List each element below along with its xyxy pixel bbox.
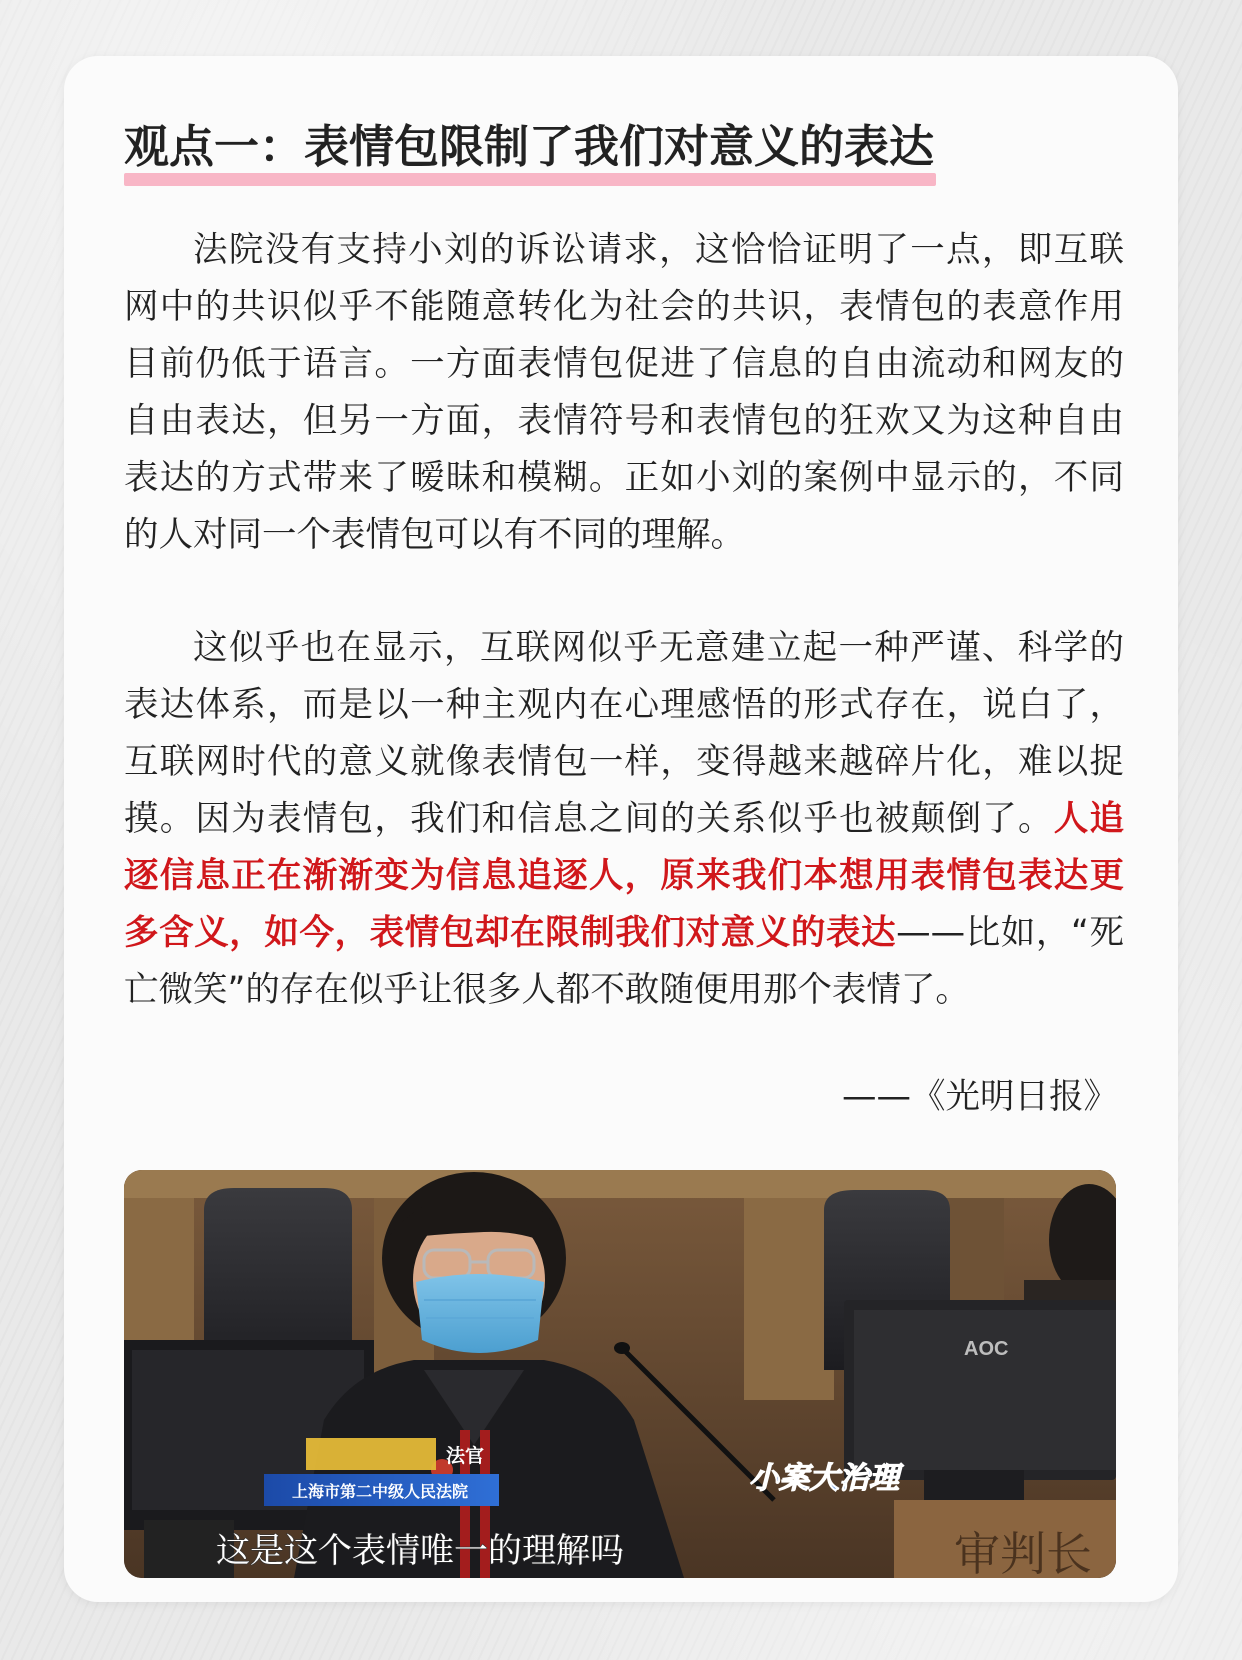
wood-pillar-right — [744, 1170, 834, 1400]
courtroom-scene — [124, 1170, 1116, 1578]
courtroom-photo — [124, 1170, 1116, 1578]
name-tag-gold — [306, 1438, 436, 1470]
show-logo: 小案大治理 — [749, 1461, 899, 1496]
paragraph-2-lead: 这似乎也在显示，互联网似乎无意建立起一种严谨、科学的表达体系，而是以一种主观内在心理感悟的形式存在，说白了，互联网时代的意义就像表情包一样，变得越来越碎片化，难以捉摸。因为表情包，我们和信息之间的关系似乎也被颠倒了。 — [124, 628, 1124, 839]
page-title: 观点一：表情包限制了我们对意义的表达 — [124, 120, 935, 173]
paragraph-2 — [124, 620, 1124, 1019]
monitor-right-back — [854, 1310, 1116, 1470]
paragraph-1: 法院没有支持小刘的诉讼请求，这恰恰证明了一点，即互联网中的共识似乎不能随意转化为社会的共识，表情包的表意作用目前仍低于语言。一方面表情包促进了信息的自由流动和网友的自由表达，但另一方面，表情符号和表情包的狂欢又为这种自由表达的方式带来了暧昧和模糊。正如小刘的案例中显示的，不同的人对同一个表情包可以有不同的理解。 — [124, 230, 1124, 555]
paragraph-2-tail: ——比如，“死亡微笑”的存在似乎让很多人都不敢随便用那个表情了。 — [124, 913, 1124, 1010]
microphone-head — [614, 1342, 630, 1354]
source-attribution: ——《光明日报》 — [842, 1077, 1118, 1117]
monitor-brand-label: AOC — [964, 1338, 1009, 1360]
paragraph-2-highlight: 人追逐信息正在渐渐变为信息追逐人，原来我们本想用表情包表达更多含义，如今，表情包却在限制我们对意义的表达 — [124, 799, 1125, 953]
name-tag-role: 法官 — [446, 1445, 485, 1467]
nameplate-text: 审判长 — [954, 1527, 1092, 1578]
name-tag-org: 上海市第二中级人民法院 — [292, 1482, 469, 1501]
video-subtitle: 这是这个表情唯一的理解吗 — [216, 1531, 624, 1571]
article-card — [64, 56, 1178, 1602]
title-block — [124, 114, 934, 186]
face-mask — [416, 1274, 544, 1353]
